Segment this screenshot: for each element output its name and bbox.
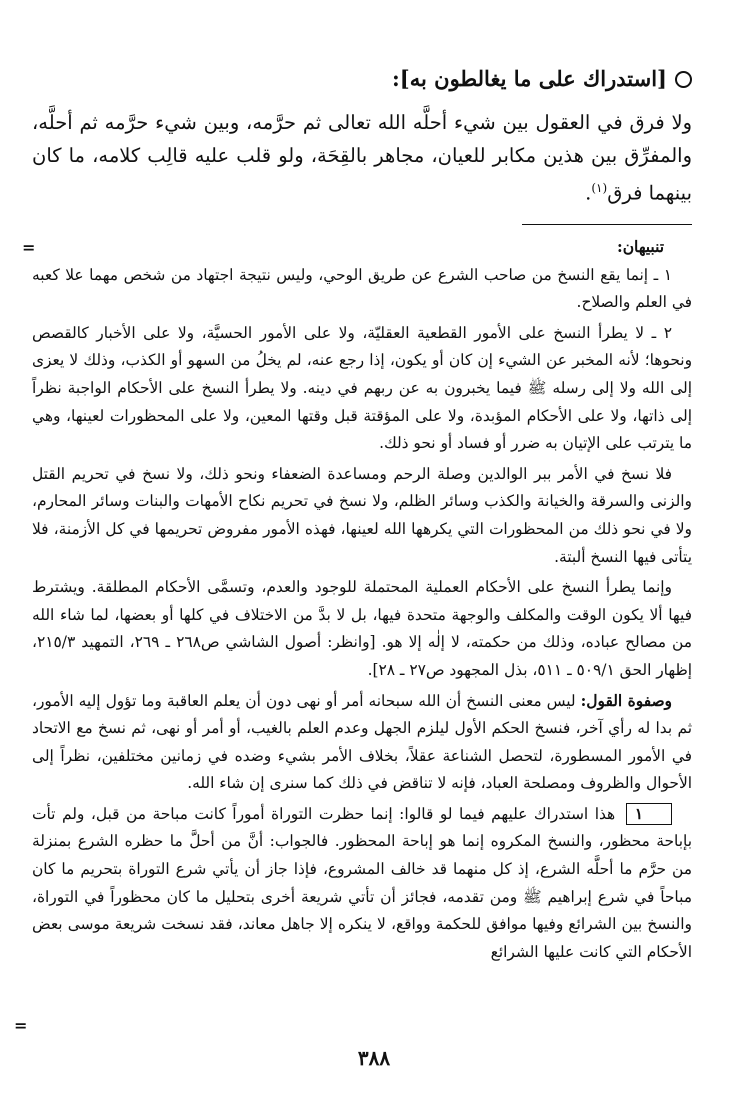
main-paragraph [32,106,692,210]
continuation-marker-top: = [22,238,36,257]
footnotes-section [32,234,692,969]
main-paragraph-end: . [585,181,592,205]
footnote-separator [522,224,692,225]
note-paragraph-3: فلا نسخ في الأمر ببر الوالدين وصلة الرحم ومساعدة الضعفاء ونحو ذلك، ولا نسخ في تحريم القتل والزنى والسرقة والخيانة والكذب وسائر الظلم، ولا نسخ في تحريم نكاح الأمهات والبنات وسائر المحارم، ولا في نحو ذلك من المحظورات التي يكرهها الله لعينها، فهذه الأمور مفروض تحريمها في كل الأزمنة، فلا يتأتى فيها النسخ ألبتة. [32,464,692,566]
note-paragraph-4: وإنما يطرأ النسخ على الأحكام العملية المحتملة للوجود والعدم، وتسمَّى الأحكام المطلقة. ويشترط فيها ألا يكون الوقت والمكلف والوجهة متحدة فيها، بل لا بدَّ من الاختلاف في كلها أو بعضها، لما شاء الله من مصالح عباده، وذلك من حكمته، لا إلٰه إلا هو. [وانظر: أصول الشاشي ص٢٦٨ ـ ٢٦٩، التمهيد ٢١٥/٣، إظهار الحق ٥٠٩/١ ـ ٥١١، بذل المجهود ص٢٧ ـ ٢٨]. [32,578,693,679]
note-paragraph-6 [32,801,692,967]
note-paragraph-1: ١ ـ إنما يقع النسخ من صاحب الشرع عن طريق الوحي، وليس نتيجة اجتهاد من شخص مهما علا كعبه في العلم والصلاح. [32,265,692,312]
section-heading [32,64,692,94]
footnote-reference: (١) [591,181,608,195]
page-number: ٣٨٨ [357,1046,391,1070]
main-paragraph-text: ولا فرق في العقول بين شيء أحلَّه الله تعالى ثم حرَّمه، وبين شيء حرَّمه ثم أحلَّه، والمفرِّق بين هذين مكابر للعيان، مجاهر بالقِحَة، ولو قلب عليه قالِب كلامه، ما كان بينهما فرق [32,111,692,205]
notes-title: تنبيهان: [617,238,664,256]
summary-text: ليس معنى النسخ أن الله سبحانه أمر أو نهى دون أن يعلم العاقبة وما تؤول إليه الأمور، ثم بدا له رأي آخر، فنسخ الحكم الأول ليلزم الجهل وعدم العلم بالغيب، أو أمر أو نهى، ثم نسخ مع الاتحاد في الأمور المسطورة، لتحصل الشناعة عقلاً، بخلاف الأمر بشيء وضده في زمانين مختلفين، نظراً إلى الأحوال والظروف ومصلحة العباد، فإنه لا تناقض في ذلك كما سنرى إن شاء الله. [32,691,692,793]
continuation-marker-bottom: = [14,1016,28,1035]
summary-label: وصفوة القول: [580,691,672,710]
boxed-footnote-number: ١ [626,803,672,825]
circle-bullet-icon [675,71,692,88]
note-paragraph-5 [32,688,692,798]
note-paragraph-6-text: هذا استدراك عليهم فيما لو قالوا: إنما حظرت التوراة أموراً كانت مباحة من قبل، ولم تأت بإباحة محظور، والنسخ المكروه إنما هو إباحة المحظور. فالجواب: أنَّ من أحلَّ ما حظره الشرع بمنزلة من حرَّم ما أحلَّه الشرع، إذ كل منهما قد خالف المشروع، فإذا جاز أن يأتي شرع التوراة بتحريم ما كان مباحاً في شرع إبراهيم ﷺ ومن تقدمه، فجائز أن تأتي شريعة أخرى بتحليل ما كان محظوراً في التوراة، والنسخ بين الشرائع وفيها موافق للحكمة وواقع، لا ينكره إلا جاهل معاند، فقد نسخت شريعة موسى بعض الأحكام التي كانت عليها الشرائع [32,804,692,961]
note-paragraph-2: ٢ ـ لا يطرأ النسخ على الأمور القطعية العقليّة، ولا على الأمور الحسيَّة، ولا على الأخبار كالقصص ونحوها؛ لأنه المخبر عن الشيء إن كان أو يكون، إذا رجع عنه، لم يخلُ من السهو أو الكذب، وذلك لا يعزى إلى الله ولا إلى رسله ﷺ فيما يخبرون به عن ربهم في دينه. ولا يطرأ النسخ على الأحكام الواجبة نظراً إلى ذاتها، ولا على الأحكام المؤبدة، ولا على المؤقتة قبل وقتها المعين، ولا على المحظورات لعينها، وهي ما يترتب على الإتيان به ضرر أو فساد أو نحو ذلك. [32,323,692,453]
section-heading-text: [استدراك على ما يغالطون به]: [392,66,667,91]
